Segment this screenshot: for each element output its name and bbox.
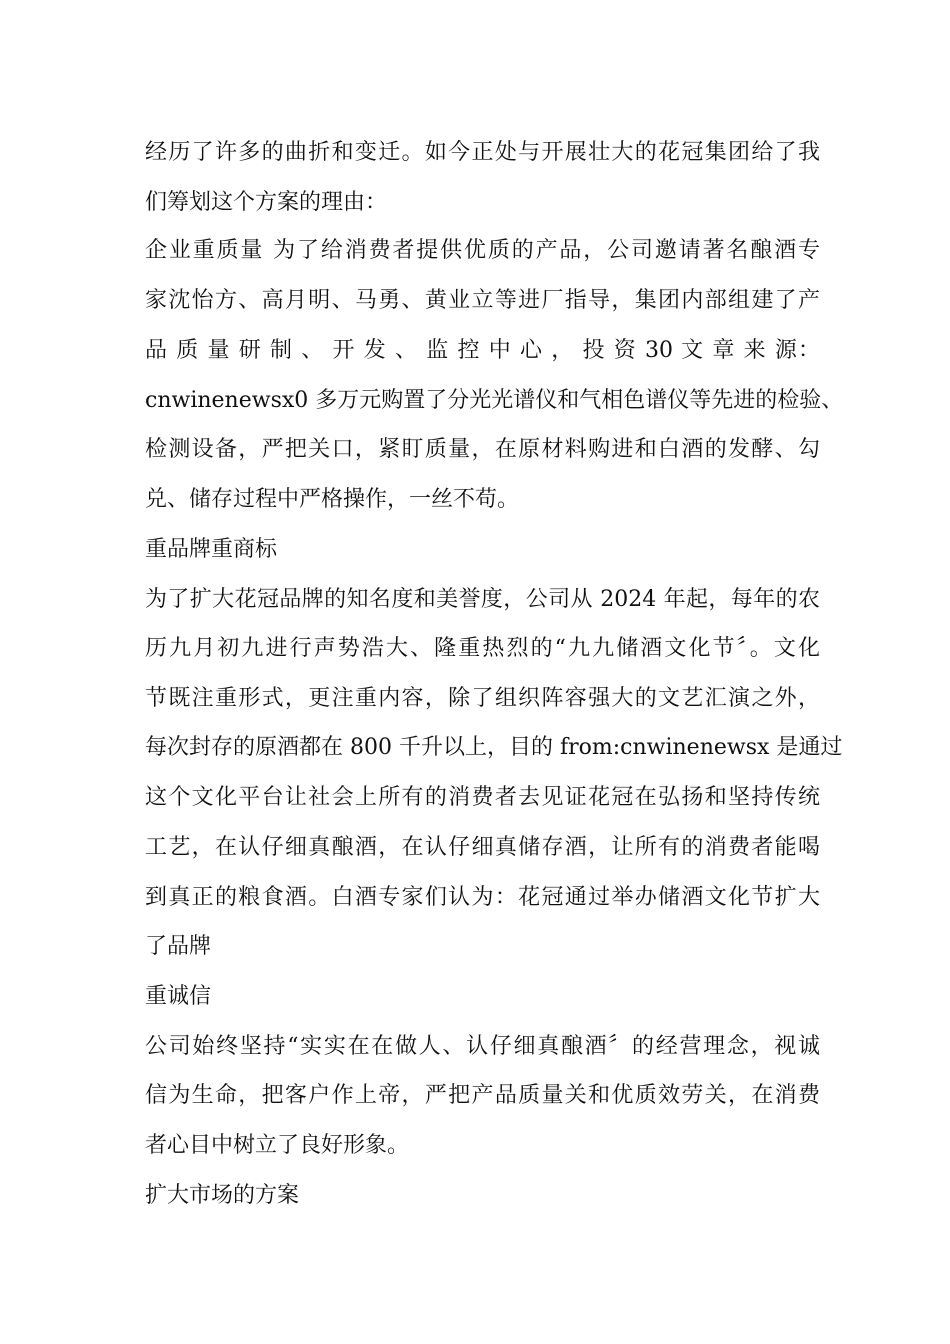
section-heading: 重品牌重商标 xyxy=(145,537,278,562)
text-line: 历九月初九进行声势浩大、隆重热烈的“九九储酒文化节〞。文化 xyxy=(145,636,820,661)
text-line: 这个文化平台让社会上所有的消费者去见证花冠在弘扬和坚持传统 xyxy=(145,785,820,810)
text-line: 者心目中树立了良好形象。 xyxy=(145,1133,410,1158)
text-line: 了品牌 xyxy=(145,934,212,959)
text-line: 工艺，在认仔细真酿酒，在认仔细真储存酒，让所有的消费者能喝 xyxy=(145,835,820,860)
text-line: 家沈怡方、高月明、马勇、黄业立等进厂指导，集团内部组建了产 xyxy=(145,288,820,313)
text-line: cnwinenewsx0 多万元购置了分光光谱仪和气相色谱仪等先进的检验、 xyxy=(145,388,844,413)
text-line: 每次封存的原酒都在 800 千升以上，目的 from:cnwinenewsx 是通过 xyxy=(145,735,843,760)
text-line: 为了扩大花冠品牌的知名度和美誉度，公司从 2024 年起，每年的农 xyxy=(145,587,820,612)
text-line: 企业重质量 为了给消费者提供优质的产品，公司邀请著名酿酒专 xyxy=(145,238,820,263)
text-line: 到真正的粮食酒。白酒专家们认为：花冠通过举办储酒文化节扩大 xyxy=(145,885,820,910)
text-line: 公司始终坚持“实实在在做人、认仔细真酿酒〞的经营理念，视诚 xyxy=(145,1034,820,1059)
text-line: 品 质 量 研 制 、 开 发 、 监 控 中 心 ， 投 资 30 文 章 来 源： xyxy=(145,338,820,363)
text-line: 检测设备，严把关口，紧盯质量，在原材料购进和白酒的发酵、勾 xyxy=(145,437,820,462)
section-heading: 扩大市场的方案 xyxy=(145,1183,300,1208)
text-line: 兑、储存过程中严格操作，一丝不苟。 xyxy=(145,487,520,512)
text-line: 节既注重形式，更注重内容，除了组织阵容强大的文艺汇演之外， xyxy=(145,686,820,711)
text-line: 信为生命，把客户作上帝，严把产品质量关和优质效劳关，在消费 xyxy=(145,1083,820,1108)
text-line: 经历了许多的曲折和变迁。如今正处与开展壮大的花冠集团给了我 xyxy=(145,140,820,165)
section-heading: 重诚信 xyxy=(145,984,212,1009)
text-line: 们筹划这个方案的理由： xyxy=(145,190,388,215)
